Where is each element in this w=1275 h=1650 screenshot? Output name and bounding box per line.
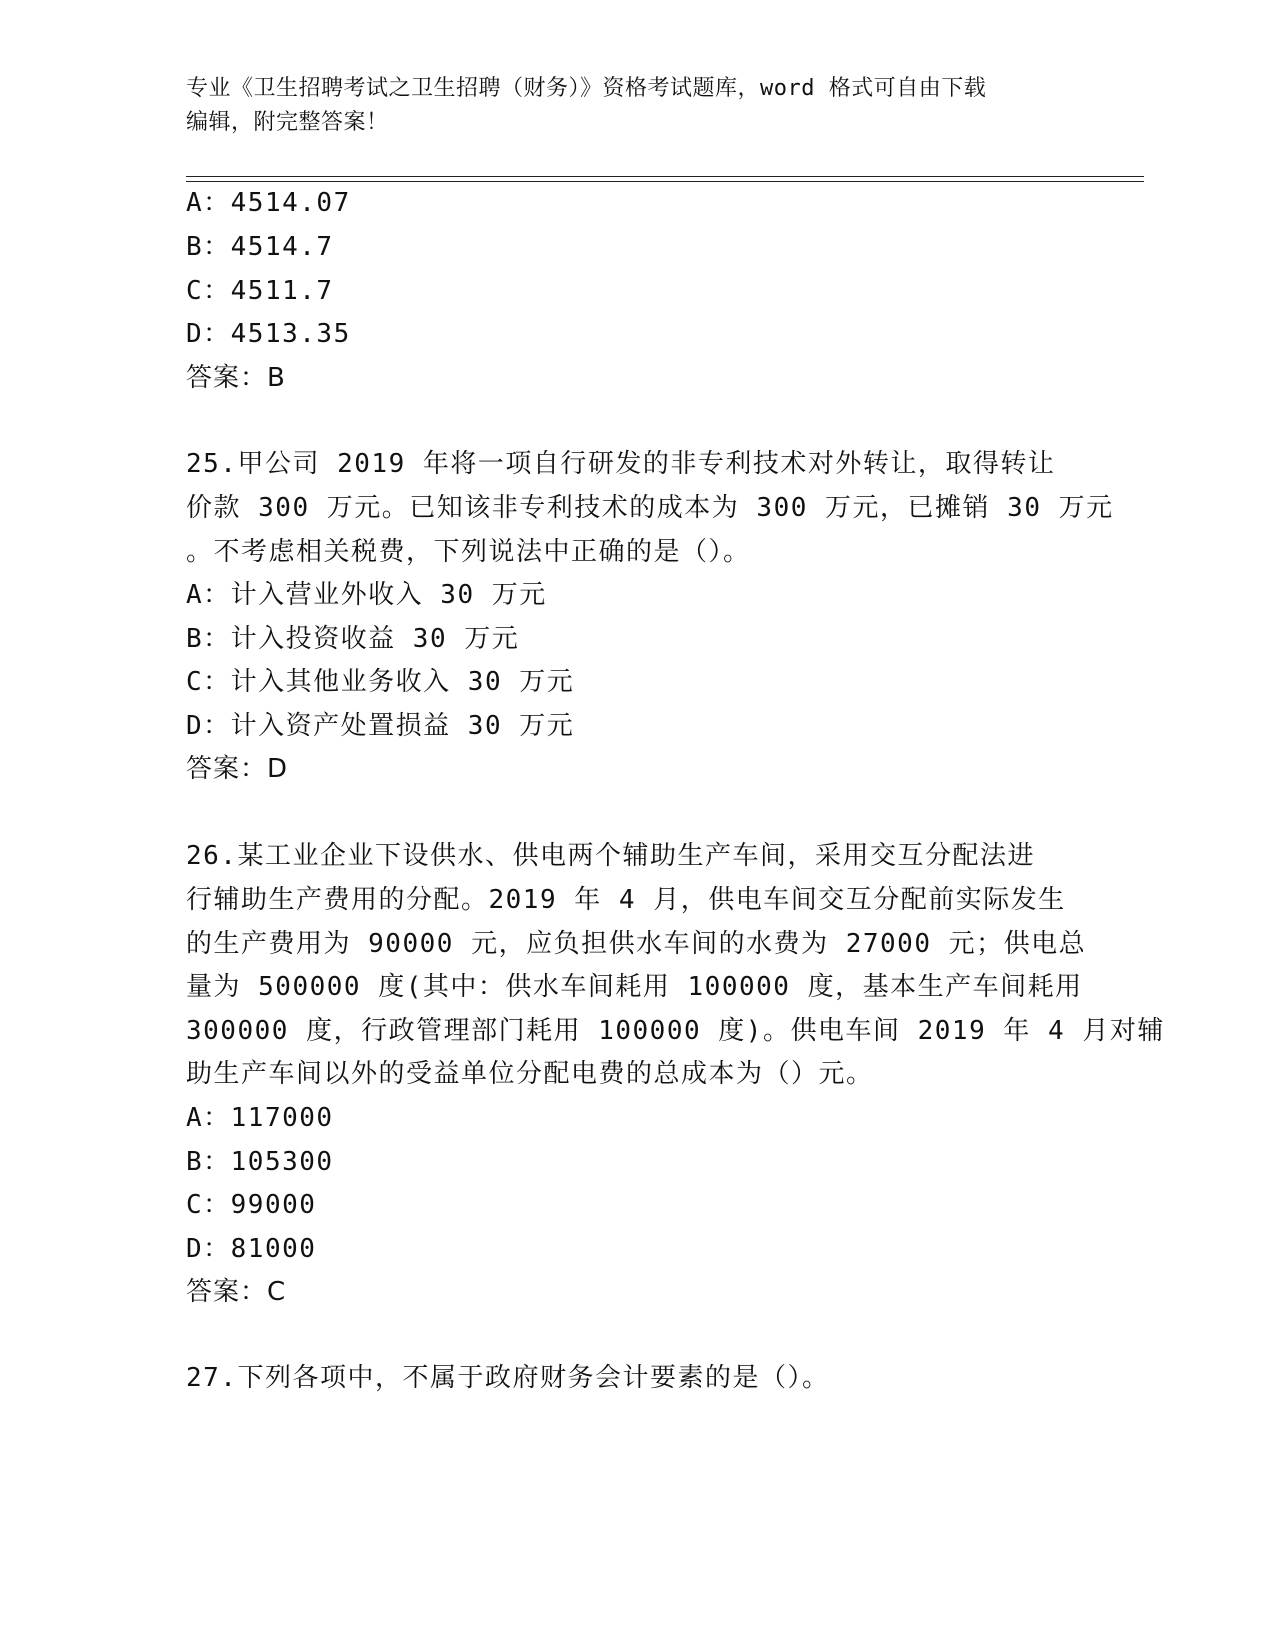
option-d: D：81000 [186,1234,317,1264]
question-text-line: 300000 度，行政管理部门耗用 100000 度)。供电车间 2019 年 4 月对辅 [186,1016,1165,1046]
option-d: D：4513.35 [186,319,351,349]
answer-label: 答案：D [186,754,289,784]
option-b: B：4514.7 [186,232,334,262]
question-text-line: 25.甲公司 2019 年将一项自行研发的非专利技术对外转让，取得转让 [186,449,1056,479]
question-text-line: 26.某工业企业下设供水、供电两个辅助生产车间，采用交互分配法进 [186,841,1035,871]
option-a: A：计入营业外收入 30 万元 [186,580,547,610]
option-b: B：计入投资收益 30 万元 [186,624,520,654]
header-divider-top [186,176,1144,177]
question-text-line: 量为 500000 度(其中：供水车间耗用 100000 度，基本生产车间耗用 [186,972,1083,1002]
header-divider-bottom [186,181,1144,182]
option-a: A：4514.07 [186,188,351,218]
question-text-line: 的生产费用为 90000 元，应负担供水车间的水费为 27000 元；供电总 [186,929,1087,959]
answer-label: 答案：C [186,1277,287,1307]
option-c: C：计入其他业务收入 30 万元 [186,667,575,697]
option-d: D：计入资产处置损益 30 万元 [186,711,575,741]
question-text-line: 。不考虑相关税费，下列说法中正确的是（）。 [186,537,751,567]
option-a: A：117000 [186,1103,334,1133]
option-c: C：4511.7 [186,276,334,306]
header-line-2: 编辑，附完整答案！ [186,110,389,135]
question-text-line: 行辅助生产费用的分配。2019 年 4 月，供电车间交互分配前实际发生 [186,885,1066,915]
question-text-line: 27.下列各项中，不属于政府财务会计要素的是（）。 [186,1363,830,1393]
question-text-line: 助生产车间以外的受益单位分配电费的总成本为（）元。 [186,1059,874,1089]
header-line-1: 专业《卫生招聘考试之卫生招聘（财务）》资格考试题库，word 格式可自由下载 [186,76,987,101]
answer-label: 答案：B [186,363,286,393]
option-c: C：99000 [186,1190,317,1220]
option-b: B：105300 [186,1147,334,1177]
question-text-line: 价款 300 万元。已知该非专利技术的成本为 300 万元，已摊销 30 万元 [186,493,1114,523]
document-header [186,72,1086,140]
